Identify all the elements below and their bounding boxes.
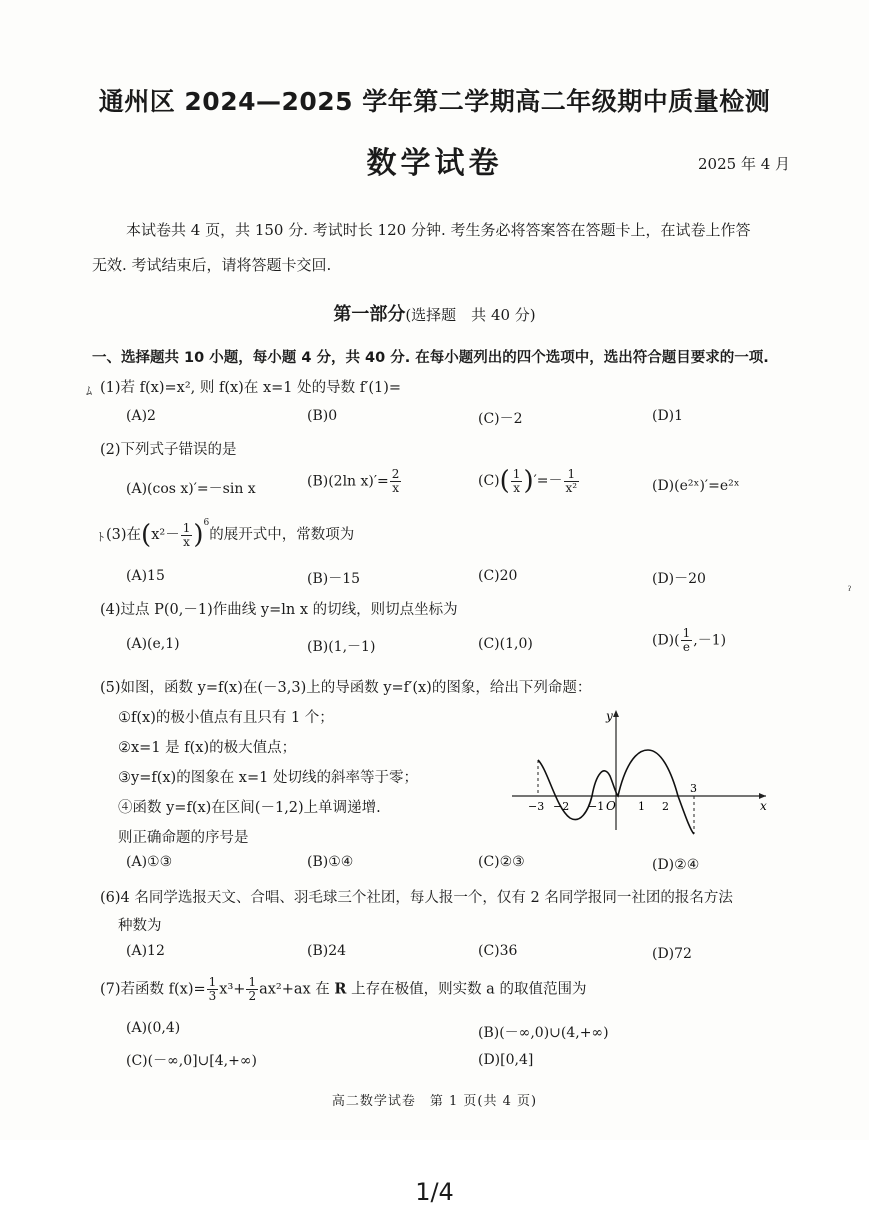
q7-num-1: 1	[208, 975, 217, 989]
q5-option-d: (D)②④	[652, 857, 700, 873]
y-axis-label: y	[606, 709, 613, 723]
question-5-stem: (5)如图，函数 y=f(x)在(－3,3)上的导函数 y=f′(x)的图象，给出下列命题：	[100, 680, 592, 696]
q7-option-a: (A)(0,4)	[126, 1020, 181, 1036]
q2b-fraction	[390, 468, 402, 495]
edge-mark: ˀ	[848, 584, 852, 598]
q4d-suffix: ,－1)	[693, 632, 727, 649]
question-2-stem: (2)下列式子错误的是	[100, 442, 237, 458]
q2-option-c	[478, 466, 580, 496]
question-6-line-1: (6)4 名同学选报天文、合唱、羽毛球三个社团，每人报一个，仅有 2 名同学报同一社团的报名方法	[100, 890, 733, 906]
x-axis-label: x	[760, 799, 767, 813]
q4-option-a: (A)(e,1)	[126, 636, 180, 652]
question-7-stem	[100, 976, 586, 1003]
q3-base: x²－	[151, 527, 180, 543]
q7-option-b: (B)(－∞,0)∪(4,+∞)	[478, 1025, 609, 1041]
q7-prefix: (7)若函数 f(x)=	[100, 981, 206, 998]
q4-option-b: (B)(1,－1)	[307, 639, 376, 655]
y-axis-arrow-icon	[613, 710, 619, 717]
q5-proposition-1: ①f(x)的极小值点有且只有 1 个；	[118, 710, 334, 726]
q2c-fraction-1	[511, 468, 523, 495]
q7-mid-2: ax²+ax 在	[259, 981, 335, 998]
exam-date: 2025 年 4 月	[698, 155, 791, 173]
q6-option-c: (C)36	[478, 943, 518, 959]
q7-mid-1: x³+	[219, 981, 246, 998]
q3-suffix: 的展开式中，常数项为	[209, 527, 355, 543]
q2b-den: x	[392, 481, 399, 495]
derivative-graph	[508, 700, 778, 840]
q6-option-d: (D)72	[652, 946, 692, 962]
question-3-stem	[106, 518, 354, 550]
pen-mark: ﾑ	[86, 384, 93, 398]
q3-option-d: (D)－20	[652, 571, 706, 587]
q7-den-1: 3	[208, 989, 217, 1003]
tick-label-m2: −2	[553, 800, 570, 813]
q4-option-d	[652, 627, 726, 654]
q3-prefix: (3)在	[106, 527, 142, 543]
part-note: (选择题 共 40 分)	[405, 306, 536, 324]
q3-den: x	[183, 534, 190, 549]
q3-option-b: (B)－15	[307, 571, 361, 587]
q5-option-a: (A)①③	[126, 854, 173, 870]
q5-ask: 则正确命题的序号是	[118, 830, 249, 846]
q5-proposition-3: ③y=f(x)的图象在 x=1 处切线的斜率等于零；	[118, 770, 418, 786]
q7-real-set: R	[334, 980, 347, 998]
q5-option-c: (C)②③	[478, 854, 525, 870]
question-1-stem: (1)若 f(x)=x², 则 f(x)在 x=1 处的导数 f′(1)=	[100, 380, 402, 396]
exam-subtitle: 数学试卷	[366, 146, 503, 181]
tick-label-1: 1	[638, 800, 645, 813]
pen-mark: ﾄ	[98, 530, 105, 544]
q4d-prefix: (D)(	[652, 632, 680, 649]
q7-num-2: 1	[248, 975, 257, 989]
instructions-line-2: 无效. 考试结束后，请将答题卡交回.	[92, 256, 332, 274]
page-footer: 高二数学试卷 第 1 页(共 4 页)	[331, 1094, 538, 1109]
q1-option-d: (D)1	[652, 408, 684, 424]
q5-option-b: (B)①④	[307, 854, 354, 870]
q2c-fraction-2	[564, 468, 580, 495]
q3-exponent: 6	[203, 518, 210, 528]
q2b-prefix: (B)(2ln x)′=	[307, 473, 389, 490]
tick-label-3: 3	[690, 782, 697, 795]
left-paren: (	[499, 466, 510, 496]
q1-option-a: (A)2	[126, 408, 156, 424]
q3-num: 1	[182, 520, 191, 535]
page-indicator: 1/4	[415, 1178, 454, 1206]
q7-den-2: 2	[248, 989, 257, 1003]
q5-proposition-4: ④函数 y=f(x)在区间(－1,2)上单调递增.	[118, 800, 381, 816]
q2c-num-1: 1	[512, 466, 521, 481]
q2-option-a: (A)(cos x)′=－sin x	[126, 481, 256, 497]
q3-option-c: (C)20	[478, 568, 518, 584]
q7-suffix: 上存在极值，则实数 a 的取值范围为	[346, 981, 587, 998]
question-4-stem: (4)过点 P(0,－1)作曲线 y=ln x 的切线，则切点坐标为	[100, 602, 458, 618]
part-name: 第一部分	[333, 304, 406, 325]
q7-fraction-2	[246, 976, 258, 1003]
q7-fraction-1	[207, 976, 219, 1003]
q2c-den-2: x²	[565, 480, 578, 495]
part-heading	[0, 300, 869, 326]
q6-option-b: (B)24	[307, 943, 347, 959]
question-6-line-2: 种数为	[118, 918, 162, 934]
q4d-fraction	[681, 627, 693, 654]
q6-option-a: (A)12	[126, 943, 165, 959]
left-paren: (	[141, 520, 152, 550]
q2c-den-1: x	[513, 480, 520, 495]
tick-label-2: 2	[662, 800, 669, 813]
q1-option-b: (B)0	[307, 408, 338, 424]
tick-label-m3: −3	[528, 800, 545, 813]
q4d-den: e	[682, 640, 690, 654]
q3-fraction	[181, 522, 193, 549]
q2c-num-2: 1	[564, 468, 580, 482]
q4-option-c: (C)(1,0)	[478, 636, 533, 652]
q5-proposition-2: ②x=1 是 f(x)的极大值点；	[118, 740, 297, 756]
q3-option-a: (A)15	[126, 568, 165, 584]
exam-title: 通州区 2024—2025 学年第二学期高二年级期中质量检测	[98, 87, 771, 116]
right-paren: )	[523, 466, 534, 496]
q1-option-c: (C)－2	[478, 411, 523, 427]
section-instructions: 一、选择题共 10 小题，每小题 4 分，共 40 分. 在每小题列出的四个选项中，选出符合题目要求的一项.	[92, 350, 769, 366]
origin-label: O	[606, 799, 616, 813]
q4d-num: 1	[682, 626, 691, 640]
tick-label-m1: −1	[588, 800, 605, 813]
q7-option-d: (D)[0,4]	[478, 1052, 534, 1068]
right-paren: )	[193, 520, 204, 550]
q2b-num: 2	[391, 467, 400, 481]
q7-option-c: (C)(－∞,0]∪[4,+∞)	[126, 1053, 257, 1069]
q2c-prefix: (C)	[478, 473, 500, 489]
q2c-mid: ′=－	[533, 473, 563, 489]
q2-option-d: (D)(e²ˣ)′=e²ˣ	[652, 478, 740, 494]
instructions-line-1: 本试卷共 4 页，共 150 分. 考试时长 120 分钟. 考生务必将答案答在答题卡上，在试卷上作答	[126, 221, 751, 239]
q2-option-b	[307, 468, 402, 495]
